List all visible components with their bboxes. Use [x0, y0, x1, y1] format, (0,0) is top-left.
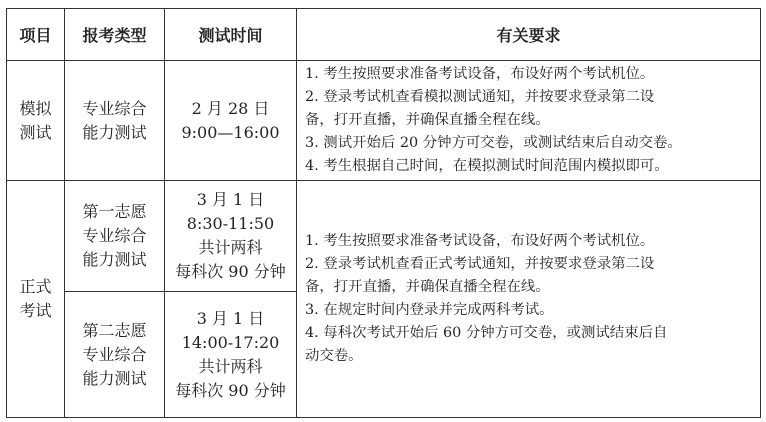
- second-choice-type-line: 第二志愿: [82, 320, 147, 340]
- second-choice-time-cell: [165, 292, 297, 418]
- header-requirements: 有关要求: [297, 9, 761, 61]
- requirement-line: 2. 登录考试机查看正式考试通知，并按要求登录第二设: [305, 256, 655, 272]
- second-choice-type-line: 能力测试: [82, 368, 147, 388]
- first-choice-type-line: 能力测试: [82, 250, 147, 269]
- second-choice-type-cell: [65, 292, 165, 418]
- second-choice-duration: 每科次 90 分钟: [175, 380, 286, 400]
- first-choice-hours: 8:30-11:50: [186, 214, 275, 233]
- formal-project-line: 考试: [19, 301, 52, 320]
- first-choice-time-cell: [165, 181, 297, 292]
- formal-project-cell: [7, 181, 65, 418]
- first-choice-type-line: 第一志愿: [82, 202, 147, 221]
- requirement-line: 4. 每科次考试开始后 60 分钟方可交卷，或测试结束后自: [305, 325, 668, 341]
- mock-hours: 9:00—16:00: [181, 122, 280, 142]
- mock-requirements-cell: [297, 61, 761, 181]
- formal-requirements-cell: [297, 181, 761, 418]
- second-choice-type-line: 专业综合: [82, 344, 147, 364]
- requirement-line: 动交卷。: [305, 348, 363, 364]
- requirement-line: 2. 登录考试机查看模拟测试通知，并按要求登录第二设: [305, 89, 655, 105]
- formal-first-choice-row: [7, 181, 761, 292]
- requirement-line: 备，打开直播，并确保直播全程在线。: [305, 112, 550, 128]
- first-choice-type-line: 专业综合: [82, 226, 147, 245]
- requirement-line: 3. 测试开始后 20 分钟方可交卷，或测试结束后自动交卷。: [305, 135, 682, 151]
- header-test-time: 测试时间: [165, 9, 297, 61]
- second-choice-date: 3 月 1 日: [196, 308, 265, 328]
- mock-project-line: 模拟: [19, 98, 52, 118]
- requirement-line: 1. 考生按照要求准备考试设备，布设好两个考试机位。: [305, 233, 655, 249]
- mock-type-line: 能力测试: [82, 122, 147, 142]
- requirement-line: 4. 考生根据自己时间，在模拟测试时间范围内模拟即可。: [305, 158, 669, 174]
- mock-project-line: 测试: [19, 122, 52, 142]
- first-choice-date: 3 月 1 日: [196, 190, 265, 209]
- header-row: [7, 9, 761, 61]
- mock-type-cell: [65, 61, 165, 181]
- requirement-line: 1. 考生按照要求准备考试设备，布设好两个考试机位。: [305, 66, 655, 82]
- first-choice-type-cell: [65, 181, 165, 292]
- requirement-line: 备，打开直播，并确保直播全程在线。: [305, 279, 550, 295]
- mock-date: 2 月 28 日: [191, 98, 270, 118]
- mock-time-cell: [165, 61, 297, 181]
- exam-schedule-table: [6, 8, 761, 418]
- second-choice-hours: 14:00-17:20: [181, 332, 280, 352]
- second-choice-subjects: 共计两科: [198, 356, 263, 376]
- mock-project-cell: [7, 61, 65, 181]
- requirement-line: 3. 在规定时间内登录并完成两科考试。: [305, 302, 554, 318]
- mock-test-row: [7, 61, 761, 181]
- formal-project-line: 正式: [19, 277, 52, 296]
- header-exam-type: 报考类型: [65, 9, 165, 61]
- header-project: 项目: [7, 9, 65, 61]
- mock-type-line: 专业综合: [82, 98, 147, 118]
- first-choice-duration: 每科次 90 分钟: [175, 262, 286, 281]
- first-choice-subjects: 共计两科: [198, 238, 263, 257]
